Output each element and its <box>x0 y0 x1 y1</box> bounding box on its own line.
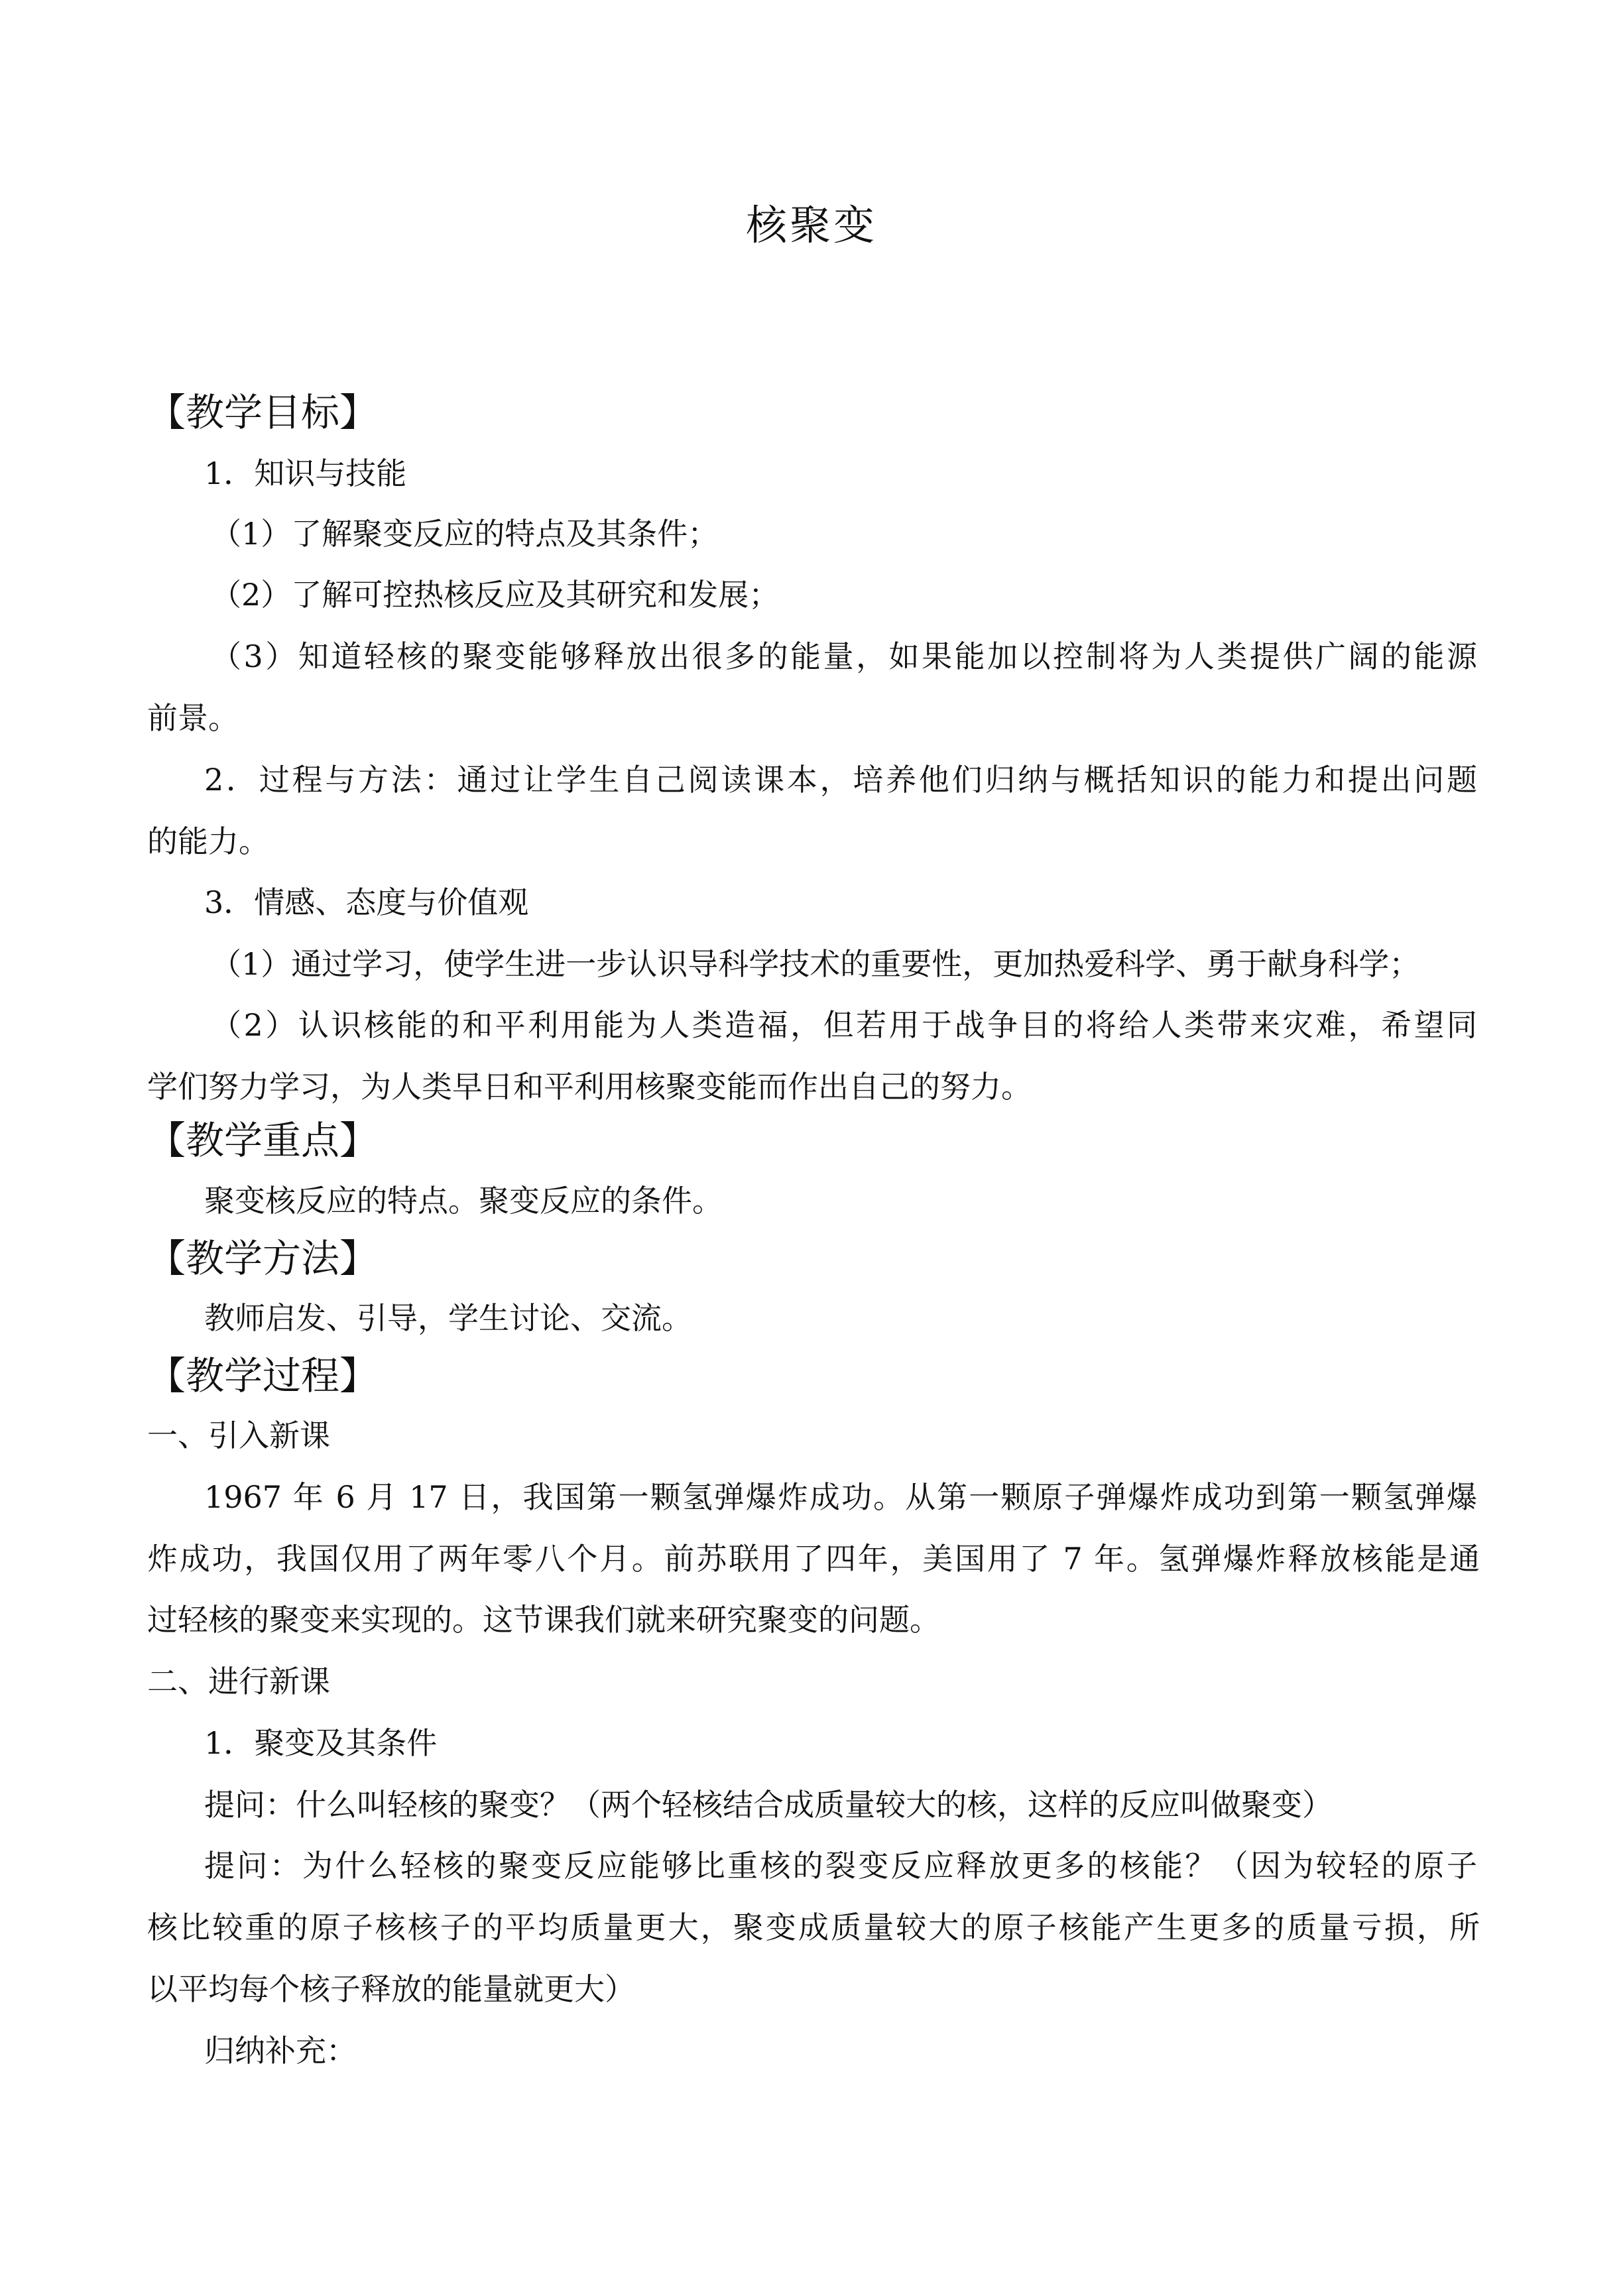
objective-item-1-sub-3-line-2: 前景。 <box>147 700 239 736</box>
objective-item-3-sub-2-line-1: （2）认识核能的和平利用能为人类造福，但若用于战争目的将给人类带来灾难，希望同 <box>211 1007 1477 1043</box>
keypoints-text: 聚变核反应的特点。聚变反应的条件。 <box>204 1183 723 1219</box>
methods-text: 教师启发、引导，学生讨论、交流。 <box>204 1300 692 1336</box>
process-part-2-sub-1-title: 1．聚变及其条件 <box>204 1725 438 1761</box>
objective-item-1-sub-3-line-1: （3）知道轻核的聚变能够释放出很多的能量，如果能加以控制将为人类提供广阔的能源 <box>211 638 1477 674</box>
section-heading-keypoints: 【教学重点】 <box>147 1118 379 1163</box>
objective-item-3-title: 3．情感、态度与价值观 <box>204 884 529 920</box>
objective-item-2-line-1: 2．过程与方法：通过让学生自己阅读课本，培养他们归纳与概括知识的能力和提出问题 <box>204 762 1477 798</box>
process-question-2-line-2: 核比较重的原子核核子的平均质量更大，聚变成质量较大的原子核能产生更多的质量亏损，所 <box>147 1909 1480 1945</box>
process-part-2-title: 二、进行新课 <box>147 1663 330 1699</box>
objective-item-3-sub-2-line-2: 学们努力学习，为人类早日和平利用核聚变能而作出自己的努力。 <box>147 1069 1032 1105</box>
process-question-2-line-1: 提问：为什么轻核的聚变反应能够比重核的裂变反应释放更多的核能？（因为较轻的原子 <box>204 1848 1477 1884</box>
process-question-2-line-3: 以平均每个核子释放的能量就更大） <box>147 1971 635 2007</box>
process-part-1-line-3: 过轻核的聚变来实现的。这节课我们就来研究聚变的问题。 <box>147 1602 940 1638</box>
section-heading-objectives: 【教学目标】 <box>147 390 379 435</box>
objective-item-1-title: 1．知识与技能 <box>204 455 407 491</box>
objective-item-1-sub-1: （1）了解聚变反应的特点及其条件； <box>211 516 719 552</box>
process-part-1-line-1: 1967 年 6 月 17 日，我国第一颗氢弹爆炸成功。从第一颗原子弹爆炸成功到第一颗氢弹爆 <box>204 1479 1477 1515</box>
objective-item-1-sub-2: （2）了解可控热核反应及其研究和发展； <box>211 577 780 613</box>
section-heading-process: 【教学过程】 <box>147 1353 379 1398</box>
process-part-1-line-2: 炸成功，我国仅用了两年零八个月。前苏联用了四年，美国用了 7 年。氢弹爆炸释放核能是通 <box>147 1541 1480 1577</box>
document-title: 核聚变 <box>745 201 877 249</box>
objective-item-3-sub-1: （1）通过学习，使学生进一步认识导科学技术的重要性，更加热爱科学、勇于献身科学； <box>211 946 1420 982</box>
section-heading-methods: 【教学方法】 <box>147 1236 379 1281</box>
objective-item-2-line-2: 的能力。 <box>147 823 269 859</box>
process-question-1: 提问：什么叫轻核的聚变？（两个轻核结合成质量较大的核，这样的反应叫做聚变） <box>204 1787 1333 1823</box>
process-part-1-title: 一、引入新课 <box>147 1418 330 1453</box>
process-summary: 归纳补充： <box>204 2033 357 2069</box>
